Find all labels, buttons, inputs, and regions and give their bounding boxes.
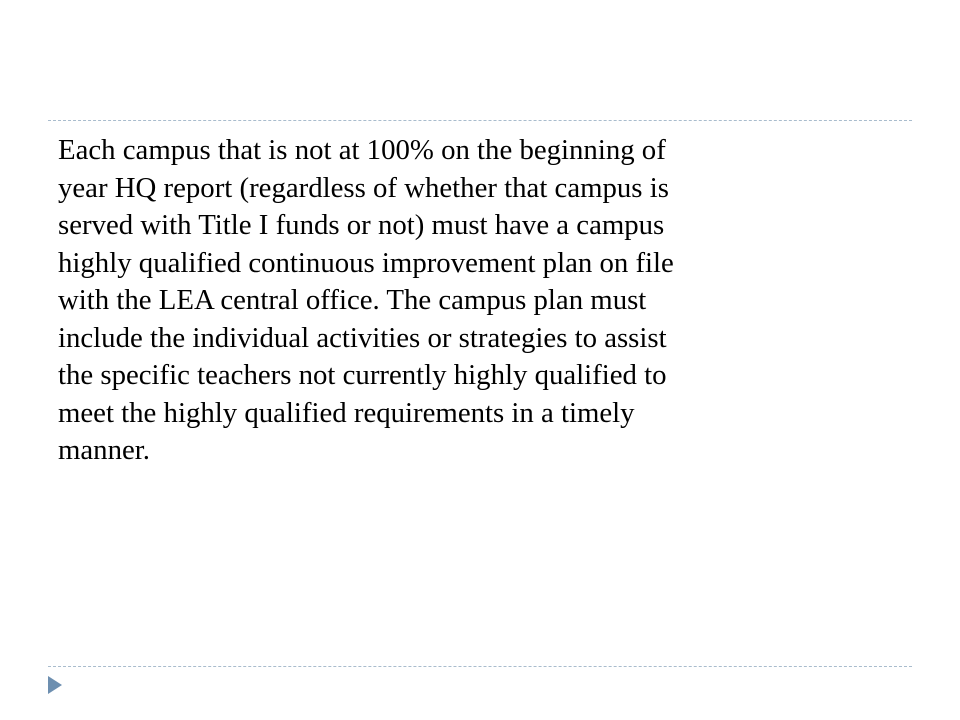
body-line: include the individual activities or strategies to assist <box>58 321 667 354</box>
bottom-divider <box>48 666 912 667</box>
top-divider <box>48 120 912 121</box>
body-line: manner. <box>58 434 150 466</box>
body-line: Each campus that is not at 100% on the beginning of <box>58 134 666 166</box>
body-line: with the LEA central office. The campus plan must <box>58 284 647 316</box>
body-line: served with Title I funds or not) must have a campus <box>58 209 665 241</box>
body-line: meet the highly qualified requirements in a timely <box>58 396 635 429</box>
triangle-bullet-icon <box>46 674 64 696</box>
body-line: highly qualified continuous improvement plan on file <box>58 246 674 279</box>
body-line: the specific teachers not currently highly qualified to <box>58 359 667 391</box>
body-text <box>58 132 858 470</box>
body-line: year HQ report (regardless of whether that campus is <box>58 171 669 204</box>
